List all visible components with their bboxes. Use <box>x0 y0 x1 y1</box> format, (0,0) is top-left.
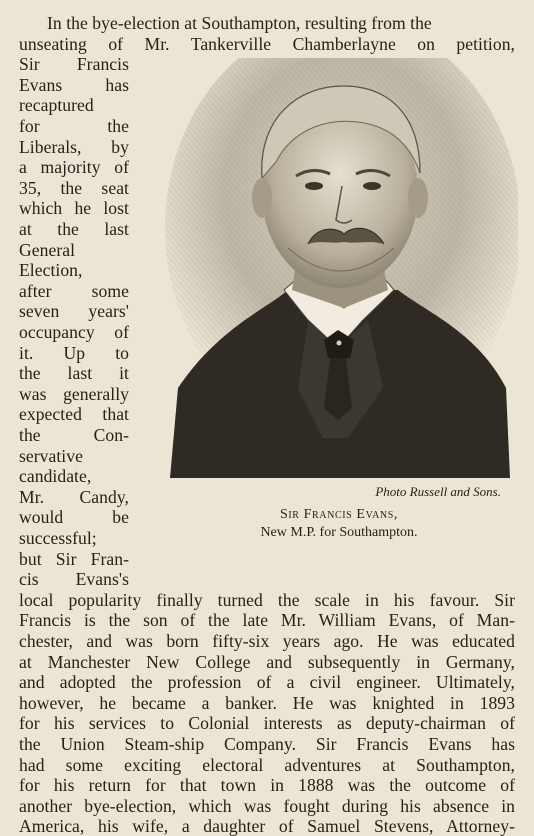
article-line: local popularity finally turned the scale in his favour. Sir <box>19 589 515 610</box>
article-line: had some exciting electoral adventures at Southampton, <box>19 754 515 775</box>
article-line: Sir Francis <box>19 54 129 75</box>
article-line: would be <box>19 507 129 528</box>
article-line: and adopted the profession of a civil engineer. Ultimately, <box>19 672 515 693</box>
article-line: America, his wife, a daughter of Samuel Stevens, Attorney- <box>19 816 515 836</box>
photo-credit: Photo Russell and Sons. <box>375 484 501 499</box>
article-line: successful; <box>19 528 97 548</box>
article-line: however, he became a banker. He was knighted in 1893 <box>19 692 515 713</box>
article-line: Francis is the son of the late Mr. William Evans, of Man- <box>19 610 515 631</box>
article-line: seven years' <box>19 301 129 322</box>
article-line: for his services to Colonial interests as deputy-chairman of <box>19 713 515 734</box>
article-line: the Con- <box>19 425 129 445</box>
article-line: candidate, <box>19 466 92 487</box>
article-line: cis Evans's <box>19 569 129 590</box>
article-line: for the <box>19 116 129 136</box>
article-line: at Manchester New College and subsequently in Germany, <box>19 651 515 672</box>
article-line: Liberals, by <box>19 136 129 157</box>
article-line: chester, and was born fifty-six years ago. He was educated <box>19 631 515 651</box>
article-line: Mr. Candy, <box>19 486 129 507</box>
article-line: Election, <box>19 260 83 281</box>
article-line: Evans has <box>19 74 129 95</box>
article-line: another bye-election, which was fought during his absence in <box>19 795 515 816</box>
article-line: the last it <box>19 363 129 384</box>
caption-name: Sir Francis Evans, <box>279 507 399 522</box>
article-line: which he lost <box>19 198 129 219</box>
caption-title: New M.P. for Southampton. <box>260 525 418 540</box>
article-line: In the bye-election at Southampton, resulting from the <box>47 13 432 33</box>
article-line: expected that <box>19 404 129 425</box>
article-line: at the last <box>19 219 129 239</box>
article-line: General <box>19 239 76 260</box>
article-line: a majority of <box>19 157 129 178</box>
article-line: servative <box>19 445 83 466</box>
article-line: but Sir Fran- <box>19 548 129 569</box>
article-line: was generally <box>19 383 129 404</box>
article-line: occupancy of <box>19 322 129 342</box>
article-line: the Union Steam-ship Company. Sir Francis Evans has <box>19 734 515 754</box>
article-line: after some <box>19 280 129 301</box>
article-line: unseating of Mr. Tankerville Chamberlayne on petition, <box>19 33 515 54</box>
article-line: recaptured <box>19 95 94 116</box>
article-line: 35, the seat <box>19 177 129 198</box>
portrait-engraving <box>158 58 518 478</box>
article-line: it. Up to <box>19 342 129 363</box>
article-line: for his return for that town in 1888 was the outcome of <box>19 775 515 796</box>
